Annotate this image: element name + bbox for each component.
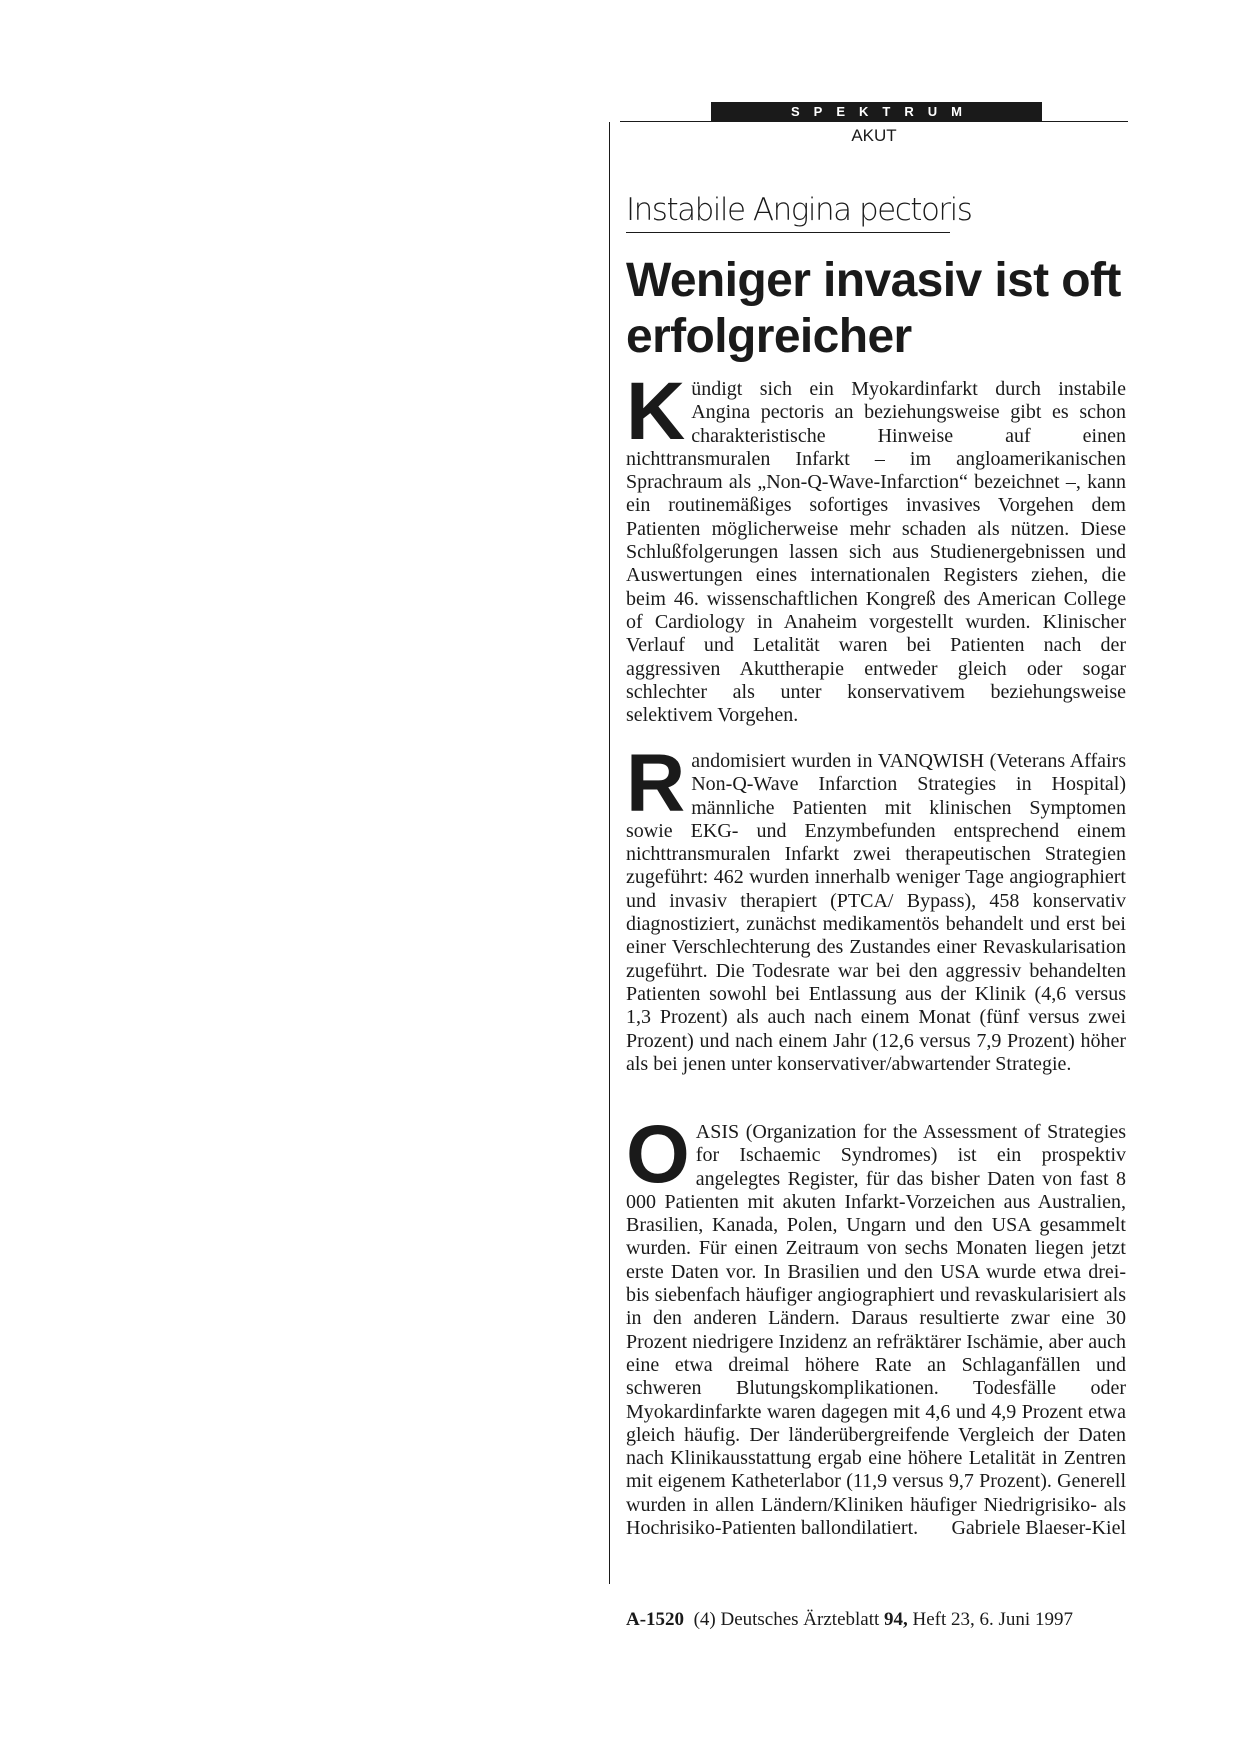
volume-number: 94, [884, 1609, 908, 1630]
column-rule [609, 122, 610, 1584]
dropcap: K [626, 366, 686, 457]
paragraph-text: ASIS (Organization for the Assessment of Strategies for Ischaemic Syndromes) ist ein prospektiv angelegtes Register, für das bisher Daten von fast 8 000 Patienten mit akuten Infarkt-Vorzeichen aus Australien, Brasilien, Kanada, Polen, Ungarn und den USA gesammelt wurden. Für einen Zeitraum von sechs Monaten liegen jetzt erste Daten vor. In Brasilien und den USA wurde etwa drei- bis siebenfach häufiger angiographiert und revaskularisiert als in den anderen Ländern. Daraus resultierte zwar eine 30 Prozent niedrigere Inzidenz an refräktärer Ischämie, aber auch eine etwa dreimal höhere Rate an Schlaganfällen und schweren Blutungskomplikationen. Todesfälle oder Myokardinfarkte waren dagegen mit 4,6 und 4,9 Prozent etwa gleich häufig. Der länderübergreifende Vergleich der Daten nach Klinikausstattung ergab eine höhere Letalität in Zentren mit eigenem Katheterlabor (11,9 versus 9,7 Prozent). Generell wurden in allen Ländern/Kliniken häufiger Niedrigrisiko- als Hochrisiko-Patienten ballondilatiert. [626, 1121, 1126, 1540]
paragraph-2 [626, 738, 1126, 1076]
paragraph-text: ündigt sich ein Myokardinfarkt durch instabile Angina pectoris an beziehungsweise gibt es schon charakteristische Hinweise auf einen nichttransmuralen Infarkt – im angloamerikanischen Sprachraum als „Non-Q-Wave-Infarction“ bezeichnet –, kann ein routinemäßiges sofortiges invasives Vorgehen dem Patienten möglicherweise mehr schaden als nützen. Diese Schlußfolgerungen lassen sich aus Studienergebnissen und Auswertungen eines internationalen Registers ziehen, die beim 46. wissenschaftlichen Kongreß des American College of Cardiology in Anaheim vorgestellt wurden. Klinischer Verlauf und Letalität waren bei Patienten nach der aggressiven Akuttherapie entweder gleich oder sogar schlechter als unter konservativem beziehungsweise selektivem Vorgehen. [626, 378, 1126, 727]
header-rule [620, 121, 1128, 122]
paragraph-text: andomisiert wurden in VANQWISH (Veterans Affairs Non-Q-Wave Infarction Strategies in Hospital) männliche Patienten mit klinischen Symptomen sowie EKG- und Enzymbefunden entsprechend einem nichttransmuralen Infarkt zwei therapeutischen Strategien zugeführt: 462 wurden innerhalb weniger Tage angiographiert und invasiv therapiert (PTCA/ Bypass), 458 konservativ diagnostiziert, zunächst medikamentös behandelt und erst bei einer Verschlechterung des Zustandes einer Revaskularisation zugeführt. Die Todesrate war bei den aggressiv behandelten Patienten sowohl bei Entlassung aus der Klinik (4,6 versus 1,3 Prozent) als auch nach einem Monat (fünf versus zwei Prozent) und nach einem Jahr (12,6 versus 7,9 Prozent) höher als bei jenen unter konservativer/abwartender Strategie. [626, 750, 1126, 1075]
paragraph-3 [626, 1109, 1126, 1540]
page-number: A-1520 [626, 1609, 685, 1630]
author-signature: Gabriele Blaeser-Kiel [951, 1517, 1126, 1540]
dropcap: O [626, 1109, 690, 1200]
article-kicker: Instabile Angina pectoris [626, 190, 950, 233]
paragraph-1 [626, 366, 1126, 727]
issue-info: Heft 23, 6. Juni 1997 [912, 1609, 1073, 1630]
dropcap: R [626, 738, 686, 829]
journal-name: (4) Deutsches Ärzteblatt [693, 1609, 880, 1630]
section-banner: SPEKTRUM [711, 102, 1042, 122]
subsection-label: AKUT [851, 126, 897, 145]
article-headline: Weniger invasiv ist oft erfolgreicher [626, 254, 1121, 363]
page-footer [626, 1609, 1226, 1631]
